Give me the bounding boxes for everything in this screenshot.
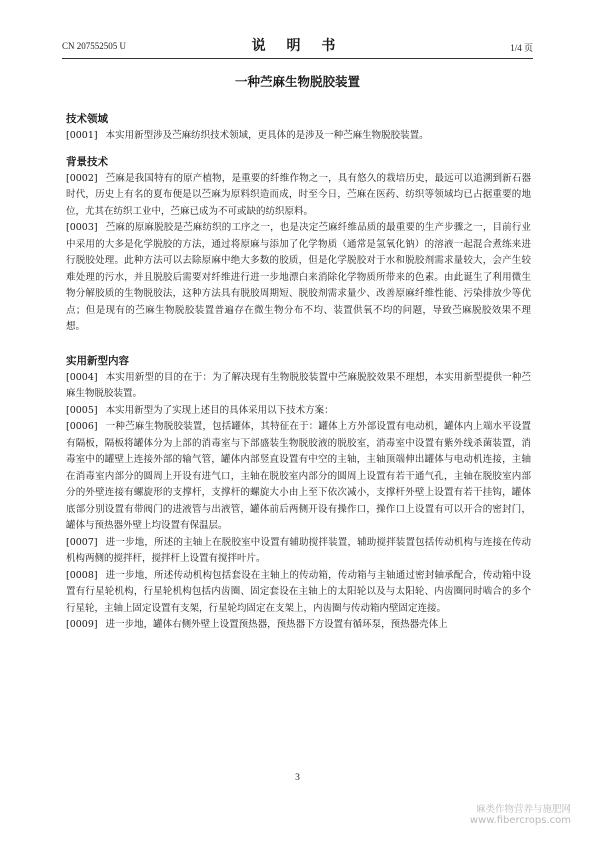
paragraph-number: [0006] [66,421,98,432]
section-heading: 背景技术 [66,155,108,168]
watermark-url: www.fibercrops.com [469,815,571,826]
paragraph-text: 一种苎麻生物脱胶装置，包括罐体，其特征在于：罐体上方外部设置有电动机，罐体内上端水平设置有隔板，隔板将罐体分为上部的消毒室与下部盛装生物脱胶液的脱胶室，消毒室中设置有紫外线杀菌装置，消毒室中的罐壁上连接外部的输气管，罐体内部竖直设置有中空的主轴，主轴顶端伸出罐体与电动机连接，主轴在消毒室内部分的圆周上开设有进气口，主轴在脱胶室内部分的圆周上设置有若干通气孔，主轴在脱胶室内部分的外壁连接有螺旋形的支撑杆，支撑杆的螺旋大小由上至下依次减小，支撑杆外壁上设置有若干挂钩，罐体底部分别设置有带阀门的进液管与出液管，罐体前后两侧开设有操作口，操作口上设置有可以开合的密封门，罐体与预热器外壁上均设置有保温层。 [66,421,531,531]
watermark [470,801,571,826]
paragraph-number: [0001] [66,130,98,141]
paragraph-text: 进一步地，所述的主轴上在脱胶室中设置有辅助搅拌装置，辅助搅拌装置包括传动机构与连接在传动机构两侧的搅拌杆，搅拌杆上设置有搅拌叶片。 [66,536,531,564]
section-heading: 技术领域 [66,113,108,125]
document-body [66,110,531,634]
section-background [66,153,531,336]
paragraph-text: 进一步地，罐体右侧外壁上设置预热器，预热器下方设置有循环泵，预热器壳体上 [105,619,448,630]
section-heading: 实用新型内容 [66,354,129,367]
paragraph-number: [0005] [66,404,98,416]
page-header [62,35,533,57]
paragraph [66,419,531,535]
paragraph-text: 本实用新型为了实现上述目的具体采用以下技术方案： [105,404,334,416]
paragraph [66,220,531,336]
paragraph-text: 本实用新型的目的在于：为了解决现有生物脱胶装置中苎麻脱胶效果不理想，本实用新型提供一种苎麻生物脱胶装置。 [66,371,531,399]
paragraph [66,617,531,634]
page-indicator: 1/4 页 [510,43,533,53]
watermark-site-name: 麻类作物营养与施肥网 [475,804,571,815]
paragraph [66,128,531,145]
paragraph-number: [0002] [66,172,98,184]
document-type: 说 明 书 [251,38,344,54]
section-technical-field [66,110,531,145]
paragraph-number: [0009] [66,619,98,630]
paragraph [66,568,531,618]
document-title: 一种苎麻生物脱胶装置 [234,74,360,89]
paragraph-text: 苎麻的原麻脱胶是苎麻纺织的工序之一，也是决定苎麻纤维品质的最重要的生产步骤之一，目前行业中采用的大多是化学脱胶的方法，通过将原麻与添加了化学物质（通常是氢氧化钠）的溶液一起混合煮练来进行脱胶处理。此种方法可以去除原麻中绝大多数的胶质，但是化学脱胶对于水和脱胶剂需求量较大，会产生较难处理的污水，并且脱胶后需要对纤维进行进一步地漂白来消除化学物质所带来的色素。由此诞生了利用微生物分解胶质的生物脱胶法，这种方法具有脱胶周期短、脱胶剂需求量少、改善原麻纤维性能、污染排放少等优点；但是现有的苎麻生物脱胶装置普遍存在微生物分布不均、装置供氧不均的问题，导致苎麻脱胶效果不理想。 [66,222,531,332]
section-utility-model-content [66,352,531,634]
patent-number: CN 207552505 U [62,41,127,51]
paragraph-text: 进一步地，所述传动机构包括套设在主轴上的传动箱，传动箱与主轴通过密封轴承配合，传动箱中设置有行星轮机构，行星轮机构包括内齿圈、固定套设在主轴上的太阳轮以及与太阳轮、内齿圈同时啮合的多个行星轮，主轴上固定设置有支架，行星轮均固定在支架上，内齿圈与传动箱内壁固定连接。 [66,569,531,614]
paragraph-number: [0007] [66,536,98,548]
paragraph-number: [0003] [66,222,98,233]
paragraph-text: 本实用新型涉及苎麻纺织技术领域，更具体的是涉及一种苎麻生物脱胶装置。 [105,130,429,141]
paragraph [66,370,531,403]
paragraph-text: 苎麻是我国特有的原产植物，是重要的纤维作物之一，具有悠久的栽培历史，最远可以追溯到新石器时代，历史上有名的夏布便是以苎麻为原料织造而成，时至今日，苎麻在医药、纺织等领域均已占据重要的地位，尤其在纺织工业中，苎麻已成为不可或缺的纺织原料。 [66,172,531,217]
paragraph [66,535,531,568]
paragraph-number: [0004] [66,371,98,383]
paragraph [66,171,531,221]
paragraph [66,403,531,420]
header-divider [62,58,533,59]
page-number: 3 [295,773,300,783]
paragraph-number: [0008] [66,569,98,581]
